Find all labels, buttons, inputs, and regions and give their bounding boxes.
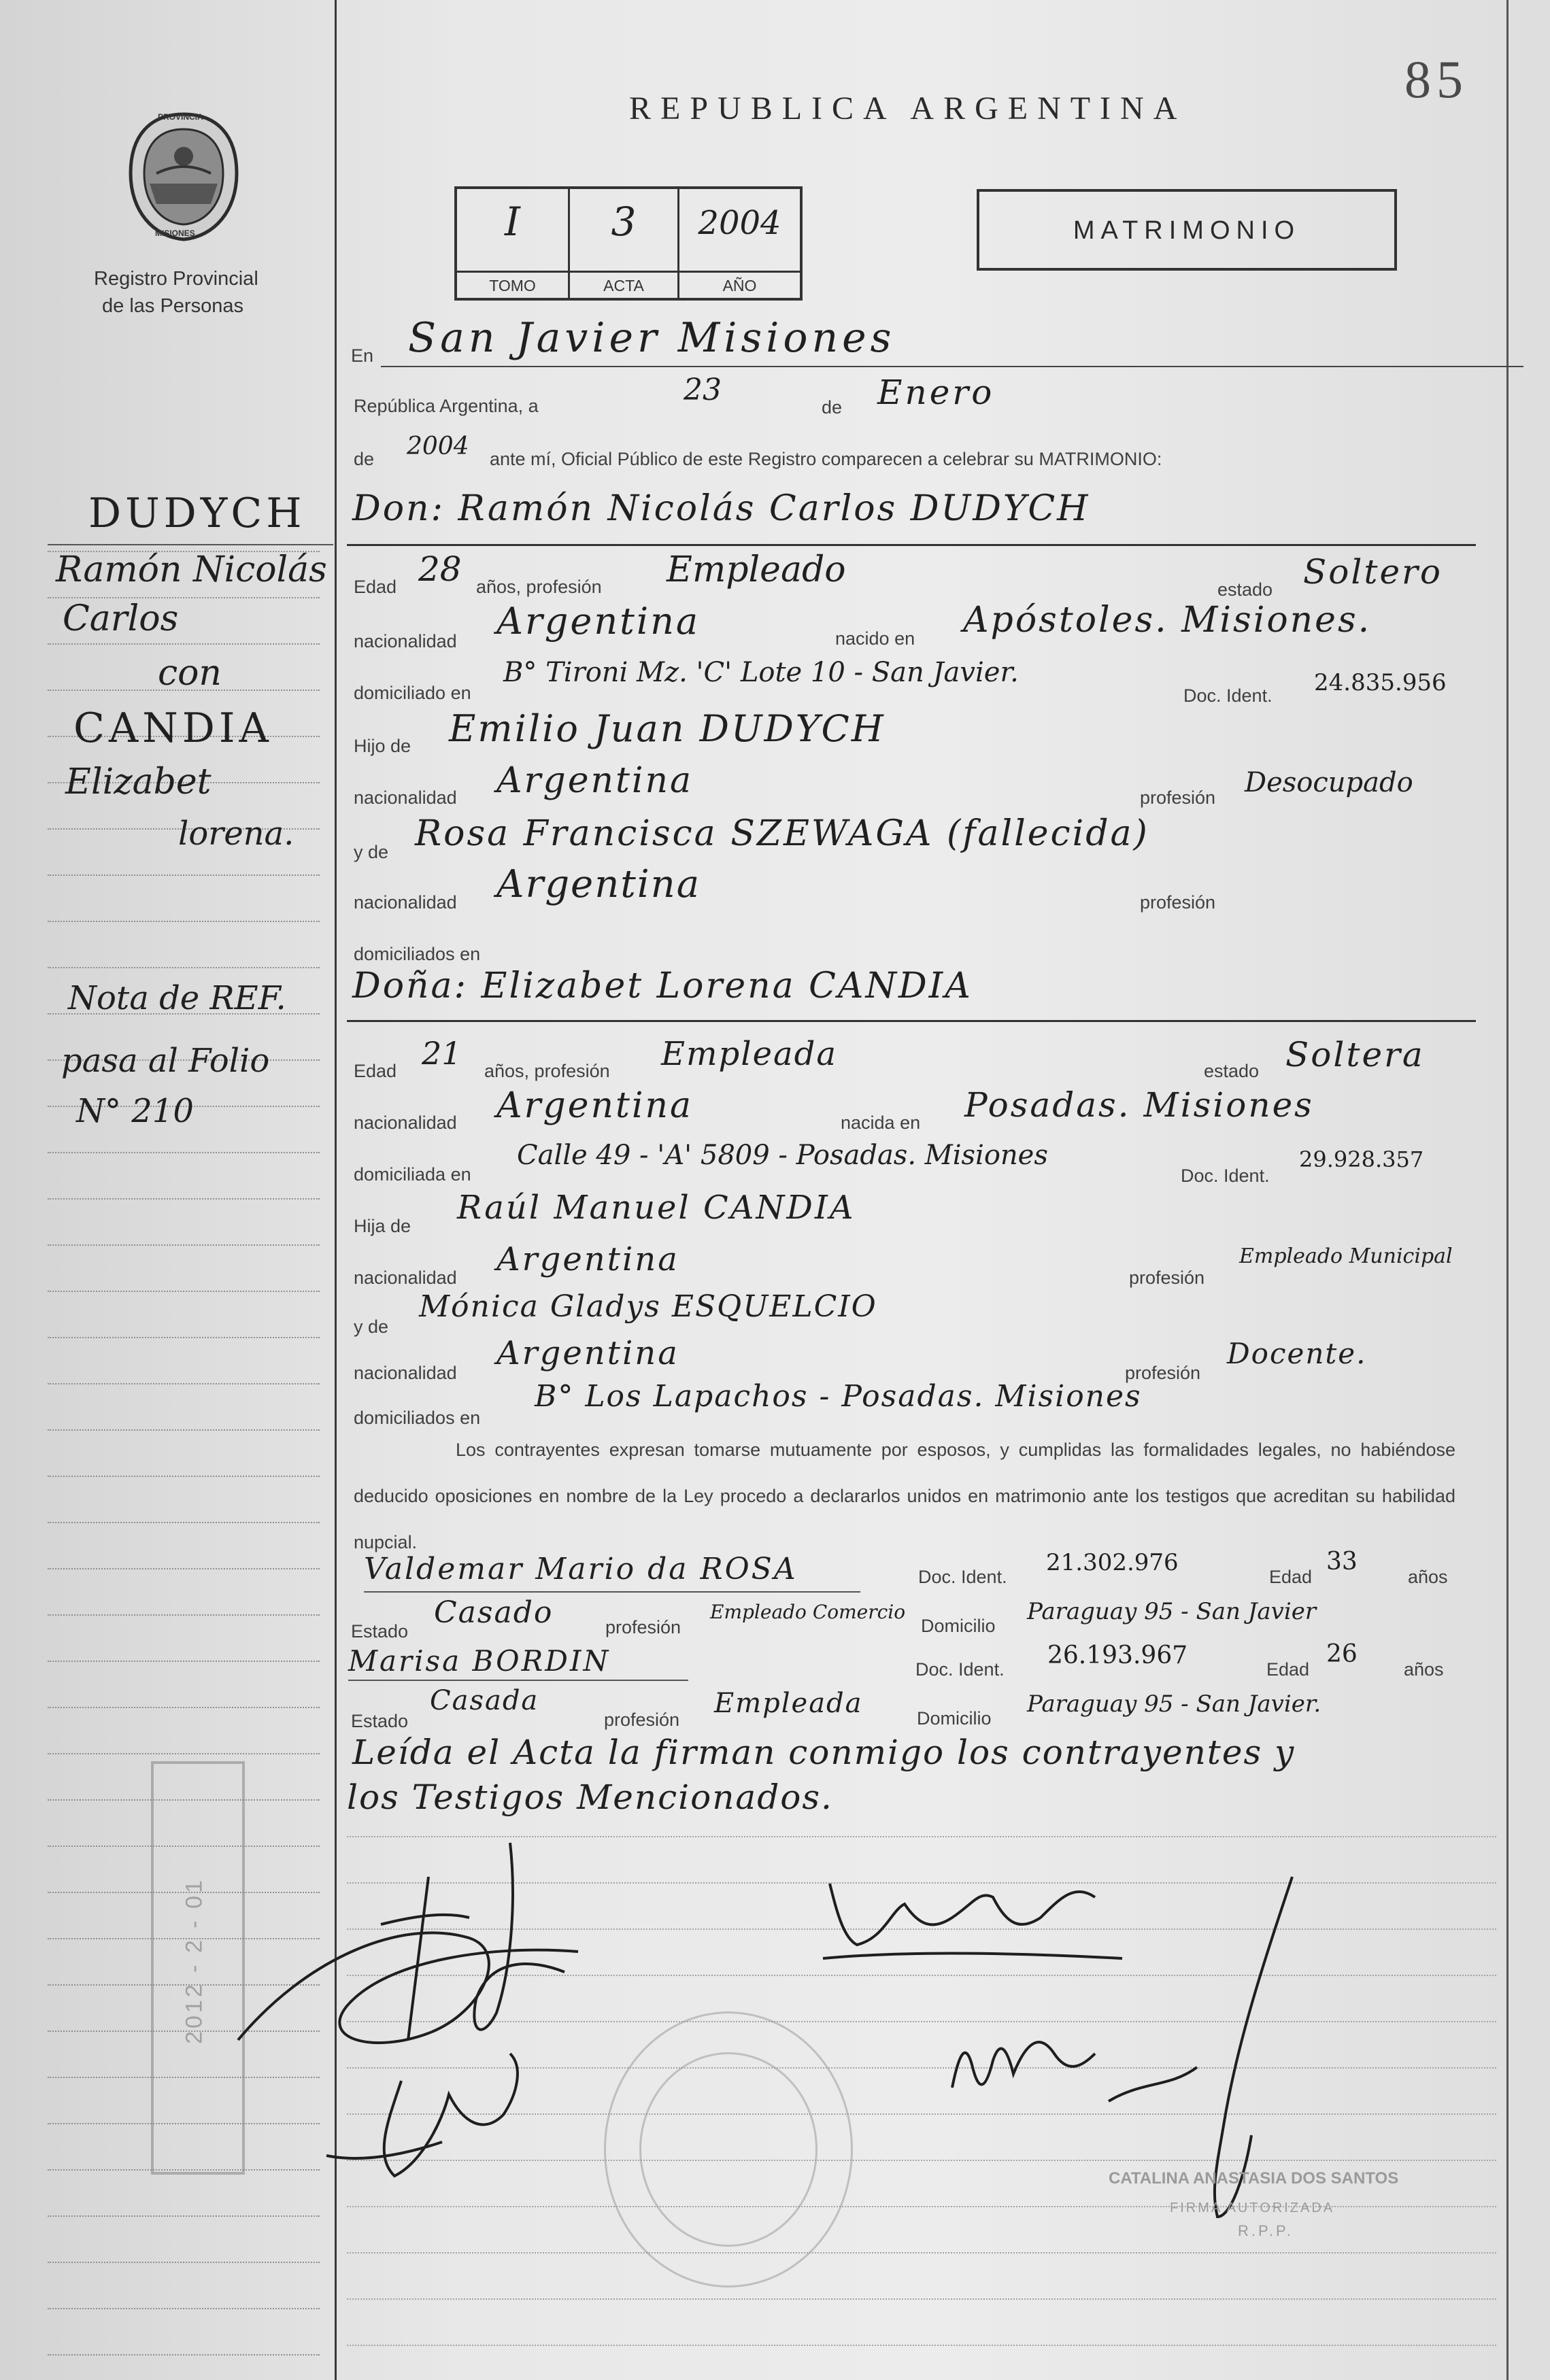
witness1-estado-label: Estado bbox=[351, 1621, 409, 1642]
witness2-estado-label: Estado bbox=[351, 1711, 409, 1731]
groom-name-rule bbox=[347, 544, 1476, 546]
bride-father-label: Hija de bbox=[354, 1216, 411, 1236]
groom-father-nac-label: nacionalidad bbox=[354, 787, 457, 808]
margin-note-3: N° 210 bbox=[76, 1092, 194, 1130]
tomo-cell bbox=[457, 189, 570, 298]
de-label-1: de bbox=[822, 397, 843, 418]
bride-mother: Mónica Gladys ESQUELCIO bbox=[419, 1289, 877, 1324]
bride-estado-label: estado bbox=[1204, 1061, 1260, 1081]
groom-doc: 24.835.956 bbox=[1314, 669, 1447, 696]
groom-estado-label: estado bbox=[1217, 579, 1273, 600]
bride-mother-prof-label: profesión bbox=[1125, 1363, 1201, 1383]
margin-rule bbox=[48, 967, 320, 968]
groom-doc-label: Doc. Ident. bbox=[1183, 685, 1273, 706]
bride-father: Raúl Manuel CANDIA bbox=[457, 1189, 856, 1227]
month-value: Enero bbox=[877, 373, 995, 412]
margin-rule bbox=[48, 2308, 320, 2309]
margin-rule bbox=[48, 1707, 320, 1708]
official-stamp-line1: CATALINA ANASTASIA DOS SANTOS bbox=[1109, 2169, 1399, 2188]
official-stamp-line2: FIRMA AUTORIZADA bbox=[1170, 2200, 1335, 2215]
witness1-dom-label: Domicilio bbox=[921, 1616, 996, 1636]
intro-text: ante mí, Oficial Público de este Registro comparecen a celebrar su MATRIMONIO: bbox=[490, 449, 1162, 469]
republic-label: República Argentina, a bbox=[354, 396, 539, 416]
witness2-prof: Empleada bbox=[714, 1688, 863, 1719]
place-underline bbox=[381, 366, 1523, 367]
groom-edad: 28 bbox=[418, 549, 462, 589]
tomo-label: TOMO bbox=[457, 271, 568, 295]
acta-cell bbox=[570, 189, 679, 298]
witness1-prof-label: profesión bbox=[605, 1617, 681, 1637]
tomo-value: I bbox=[505, 199, 520, 245]
en-label: En bbox=[351, 345, 374, 366]
witness2-edad: 26 bbox=[1326, 1640, 1358, 1668]
margin-rule bbox=[48, 2262, 320, 2263]
bride-father-prof-label: profesión bbox=[1129, 1268, 1205, 1288]
witness1-anos-label: años bbox=[1408, 1567, 1448, 1587]
country-title: REPUBLICA ARGENTINA bbox=[629, 90, 1187, 126]
right-border bbox=[1506, 0, 1509, 2380]
witness2-edad-label: Edad bbox=[1266, 1659, 1310, 1680]
groom-mother-prof-label: profesión bbox=[1140, 892, 1216, 913]
groom-father: Emilio Juan DUDYCH bbox=[449, 707, 886, 750]
groom-name: Don: Ramón Nicolás Carlos DUDYCH bbox=[352, 488, 1090, 529]
margin-rule bbox=[48, 1429, 320, 1431]
margin-rule bbox=[48, 874, 320, 876]
year-prefix: de bbox=[354, 449, 375, 469]
witness2-doc-label: Doc. Ident. bbox=[915, 1659, 1005, 1680]
groom-father-prof: Desocupado bbox=[1245, 767, 1413, 798]
seal-text-top: PROVINCIA bbox=[158, 112, 203, 122]
margin-given-2a: Elizabet bbox=[65, 762, 212, 802]
ano-label: AÑO bbox=[679, 271, 800, 295]
day-value: 23 bbox=[684, 373, 722, 407]
margin-given-1b: Carlos bbox=[63, 598, 179, 639]
margin-note-2: pasa al Folio bbox=[61, 1042, 270, 1080]
witness2-name: Marisa BORDIN bbox=[348, 1644, 611, 1678]
folio-number: 85 bbox=[1404, 50, 1468, 109]
registry-name-1: Registro Provincial bbox=[94, 268, 258, 290]
margin-underline bbox=[48, 544, 333, 545]
witness1-doc-label: Doc. Ident. bbox=[918, 1567, 1007, 1587]
witness2-dom: Paraguay 95 - San Javier. bbox=[1027, 1690, 1321, 1718]
margin-given-1a: Ramón Nicolás bbox=[56, 549, 327, 590]
bride-nac: Argentina bbox=[496, 1085, 693, 1126]
bride-estado: Soltera bbox=[1285, 1035, 1425, 1074]
bride-dom: Calle 49 - 'A' 5809 - Posadas. Misiones bbox=[517, 1140, 1048, 1171]
groom-nacido: Apóstoles. Misiones. bbox=[963, 600, 1372, 641]
provincial-seal-icon bbox=[122, 109, 245, 245]
acta-value: 3 bbox=[611, 199, 637, 245]
groom-father-label: Hijo de bbox=[354, 736, 411, 756]
margin-rule bbox=[48, 921, 320, 922]
groom-anos-label: años, profesión bbox=[476, 577, 602, 597]
bride-mother-label: y de bbox=[354, 1316, 389, 1337]
witness2-dom-label: Domicilio bbox=[917, 1708, 992, 1729]
margin-given-2b: lorena. bbox=[178, 815, 294, 853]
witness2-doc: 26.193.967 bbox=[1047, 1642, 1188, 1669]
bride-name: Doña: Elizabet Lorena CANDIA bbox=[352, 966, 973, 1006]
body-rule bbox=[347, 2252, 1496, 2254]
margin-surname-1: DUDYCH bbox=[88, 490, 306, 537]
ano-value: 2004 bbox=[698, 204, 781, 242]
witness2-estado: Casada bbox=[430, 1685, 539, 1716]
margin-rule bbox=[48, 1383, 320, 1384]
groom-signature bbox=[224, 1836, 646, 2217]
margin-rule bbox=[48, 1661, 320, 1662]
groom-nacido-label: nacido en bbox=[835, 628, 915, 649]
seal-text-bottom: MISIONES bbox=[155, 228, 195, 238]
witness1-dom: Paraguay 95 - San Javier bbox=[1027, 1598, 1317, 1625]
bride-nac-label: nacionalidad bbox=[354, 1112, 457, 1133]
groom-father-prof-label: profesión bbox=[1140, 787, 1216, 808]
official-round-seal-inner bbox=[639, 2052, 818, 2247]
year-value: 2004 bbox=[407, 432, 469, 460]
bride-father-nac-label: nacionalidad bbox=[354, 1268, 457, 1288]
groom-dom: B° Tironi Mz. 'C' Lote 10 - San Javier. bbox=[503, 657, 1019, 688]
bride-profesion: Empleada bbox=[661, 1035, 837, 1073]
groom-mother-nac: Argentina bbox=[496, 862, 701, 906]
margin-rule bbox=[48, 1614, 320, 1616]
bride-edad-label: Edad bbox=[354, 1061, 397, 1081]
witness2-anos-label: años bbox=[1404, 1659, 1444, 1680]
margin-rule bbox=[48, 2354, 320, 2356]
witness2-name-underline bbox=[348, 1680, 688, 1681]
bride-nacida-label: nacida en bbox=[841, 1112, 921, 1133]
margin-note-1: Nota de REF. bbox=[68, 979, 286, 1017]
groom-domiciliados-label: domiciliados en bbox=[354, 944, 481, 964]
bride-father-nac: Argentina bbox=[496, 1240, 679, 1278]
margin-rule bbox=[48, 1152, 320, 1153]
bride-nacida: Posadas. Misiones bbox=[964, 1085, 1314, 1125]
bride-edad: 21 bbox=[422, 1035, 462, 1072]
groom-edad-label: Edad bbox=[354, 577, 397, 597]
bride-doc-label: Doc. Ident. bbox=[1181, 1166, 1270, 1186]
bride-doc: 29.928.357 bbox=[1299, 1146, 1424, 1172]
bride-anos-label: años, profesión bbox=[484, 1061, 610, 1081]
groom-nac: Argentina bbox=[496, 600, 701, 643]
groom-mother-nac-label: nacionalidad bbox=[354, 892, 457, 913]
groom-nac-label: nacionalidad bbox=[354, 631, 457, 651]
bride-mother-prof: Docente. bbox=[1227, 1337, 1367, 1370]
witness1-edad: 33 bbox=[1326, 1548, 1358, 1576]
bride-domiciliados: B° Los Lapachos - Posadas. Misiones bbox=[535, 1379, 1142, 1414]
witness1-name: Valdemar Mario da ROSA bbox=[364, 1552, 798, 1586]
margin-surname-2: CANDIA bbox=[73, 704, 273, 752]
declaration-text: Los contrayentes expresan tomarse mutuamente por esposos, y cumplidas las formalidades legales, no habiéndose deducido oposiciones en nombre de la Ley procedo a declararlos unidos en matrimonio ante los testigos que acreditan su habilidad nupcial. bbox=[354, 1440, 1455, 1552]
record-type-label: MATRIMONIO bbox=[1073, 216, 1301, 245]
ano-cell bbox=[679, 189, 800, 298]
bride-mother-nac-label: nacionalidad bbox=[354, 1363, 457, 1383]
witness1-name-underline bbox=[364, 1591, 860, 1593]
official-stamp-line3: R.P.P. bbox=[1238, 2222, 1294, 2239]
margin-rule bbox=[48, 1476, 320, 1477]
record-id-box bbox=[454, 186, 803, 301]
witness1-doc: 21.302.976 bbox=[1046, 1549, 1179, 1576]
witness1-edad-label: Edad bbox=[1269, 1567, 1313, 1587]
groom-dom-label: domiciliado en bbox=[354, 683, 471, 703]
body-rule bbox=[347, 2345, 1496, 2346]
margin-rule bbox=[48, 643, 320, 645]
groom-profesion: Empleado bbox=[667, 549, 846, 590]
groom-estado: Soltero bbox=[1303, 552, 1443, 592]
margin-rule bbox=[48, 1522, 320, 1523]
witness1-estado: Casado bbox=[434, 1595, 554, 1630]
closing-line-2: los Testigos Mencionados. bbox=[347, 1778, 833, 1817]
bride-domiciliados-label: domiciliados en bbox=[354, 1408, 481, 1428]
bride-mother-nac: Argentina bbox=[496, 1334, 679, 1372]
margin-rule bbox=[48, 1198, 320, 1200]
margin-rule bbox=[48, 1337, 320, 1338]
margin-rule bbox=[48, 1291, 320, 1292]
bride-father-prof: Empleado Municipal bbox=[1239, 1244, 1453, 1268]
margin-rule bbox=[48, 1753, 320, 1754]
groom-mother-label: y de bbox=[354, 842, 389, 862]
groom-mother: Rosa Francisca SZEWAGA (fallecida) bbox=[415, 813, 1149, 854]
closing-line-1: Leída el Acta la firman conmigo los contrayentes y bbox=[352, 1733, 1296, 1772]
margin-stamp-text: 2012 - 2 - 01 bbox=[181, 1877, 207, 2044]
place-value: San Javier Misiones bbox=[408, 314, 896, 362]
witness2-prof-label: profesión bbox=[604, 1710, 680, 1730]
body-rule bbox=[347, 2298, 1496, 2300]
margin-connector: con bbox=[158, 653, 222, 694]
groom-father-nac: Argentina bbox=[496, 760, 693, 801]
margin-rule bbox=[48, 1244, 320, 1246]
margin-rule bbox=[48, 1568, 320, 1569]
record-type-box bbox=[977, 189, 1397, 271]
registry-name-2: de las Personas bbox=[102, 295, 243, 317]
acta-label: ACTA bbox=[570, 271, 677, 295]
witness1-prof: Empleado Comercio bbox=[710, 1601, 906, 1623]
bride-name-rule bbox=[347, 1020, 1476, 1022]
bride-dom-label: domiciliada en bbox=[354, 1164, 471, 1185]
